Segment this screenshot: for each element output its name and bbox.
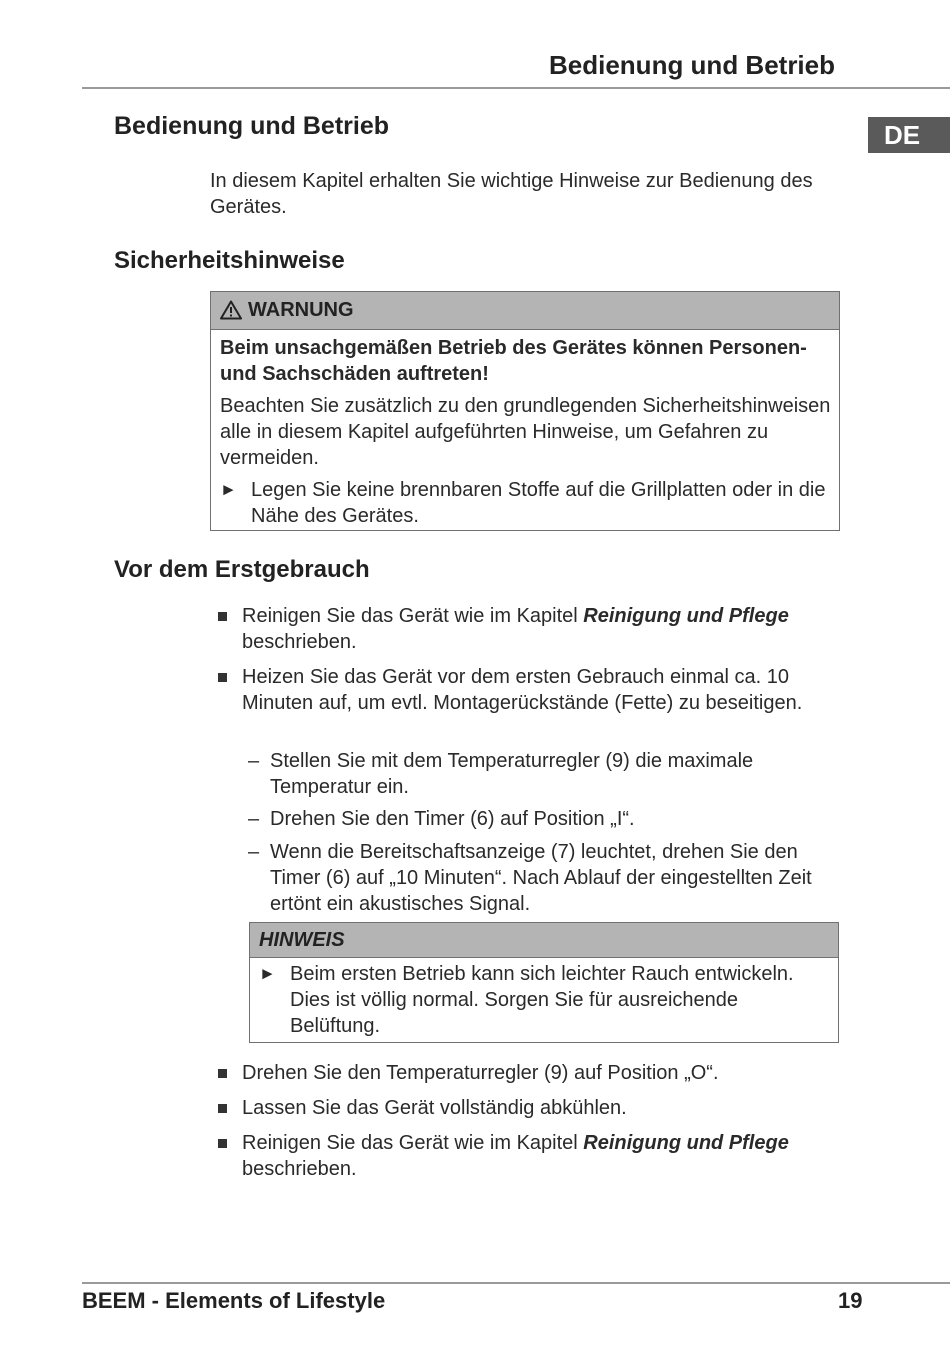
- sub-list-item: [244, 806, 834, 832]
- running-header-title: Bedienung und Betrieb: [549, 50, 835, 80]
- dash-marker: –: [248, 808, 260, 830]
- warning-action: Legen Sie keine brennbaren Stoffe auf die Grillplatten oder in die Nähe des Gerätes.: [251, 479, 826, 527]
- note-box: [249, 922, 839, 1043]
- warning-box: [210, 291, 840, 531]
- warning-label: WARNUNG: [248, 299, 354, 321]
- step1-text: Reinigen Sie das Gerät wie im Kapitel: [242, 605, 584, 627]
- arrow-right-icon: ►: [220, 480, 237, 499]
- header-rule: [82, 87, 950, 89]
- square-bullet-icon: [214, 1060, 242, 1086]
- chapter-reference: Reinigung und Pflege: [583, 605, 789, 627]
- step4-text: Lassen Sie das Gerät vollständig abkühlen.: [242, 1097, 627, 1119]
- warning-header: [211, 292, 839, 330]
- sub-step1-text: Stellen Sie mit dem Temperaturregler (9) die maximale Temperatur ein.: [270, 750, 754, 798]
- arrow-right-icon: ►: [259, 964, 276, 983]
- sub-step3-text: Wenn die Bereitschaftsanzeige (7) leuchtet, drehen Sie den Timer (6) auf „10 Minuten“. Nach Ablauf der eingestellten Zeit ertönt ein akustisches Signal.: [270, 841, 812, 915]
- note-text: Beim ersten Betrieb kann sich leichter Rauch entwickeln. Dies ist völlig normal. Sorgen Sie für ausreichende Belüftung.: [290, 963, 794, 1037]
- page-number: 19: [838, 1288, 863, 1313]
- note-header: HINWEIS: [250, 923, 838, 958]
- footer-rule: [82, 1282, 950, 1284]
- step2-text: Heizen Sie das Gerät vor dem ersten Gebrauch einmal ca. 10 Minuten auf, um evtl. Montagerückstände (Fette) zu beseitigen.: [242, 666, 803, 714]
- warning-headline: Beim unsachgemäßen Betrieb des Gerätes können Personen- und Sachschäden auftreten!: [220, 337, 807, 385]
- sub-step2-text: Drehen Sie den Timer (6) auf Position „I“.: [270, 808, 635, 830]
- square-bullet-icon: [214, 603, 242, 655]
- sub-list-item: [244, 839, 834, 917]
- chapter-reference: Reinigung und Pflege: [583, 1132, 789, 1154]
- list-item: [214, 1095, 834, 1121]
- dash-marker: –: [248, 841, 260, 863]
- square-bullet-icon: [214, 1130, 242, 1182]
- list-item: [214, 664, 834, 716]
- first-use-heading: Vor dem Erstgebrauch: [114, 556, 370, 583]
- sub-list-item: [244, 748, 834, 800]
- section-title: Bedienung und Betrieb: [114, 112, 389, 140]
- language-tab: DE: [868, 117, 950, 153]
- dash-marker: –: [248, 750, 260, 772]
- warning-text: Beachten Sie zusätzlich zu den grundlegenden Sicherheitshinweisen alle in diesem Kapitel aufgeführten Hinweise, um Gefahren zu vermeiden.: [220, 395, 831, 469]
- step1-text-end: beschrieben.: [242, 631, 357, 653]
- safety-heading: Sicherheitshinweise: [114, 247, 345, 274]
- list-item: [214, 1060, 834, 1086]
- warning-triangle-icon: [220, 296, 242, 333]
- list-item: [214, 603, 834, 655]
- footer-brand: BEEM - Elements of Lifestyle: [82, 1288, 386, 1313]
- step5-text-end: beschrieben.: [242, 1158, 357, 1180]
- list-item: [214, 1130, 834, 1182]
- square-bullet-icon: [214, 664, 242, 716]
- step3-text: Drehen Sie den Temperaturregler (9) auf Position „O“.: [242, 1062, 719, 1084]
- square-bullet-icon: [214, 1095, 242, 1121]
- section-intro: In diesem Kapitel erhalten Sie wichtige Hinweise zur Bedienung des Gerätes.: [210, 170, 813, 218]
- step5-text: Reinigen Sie das Gerät wie im Kapitel: [242, 1132, 584, 1154]
